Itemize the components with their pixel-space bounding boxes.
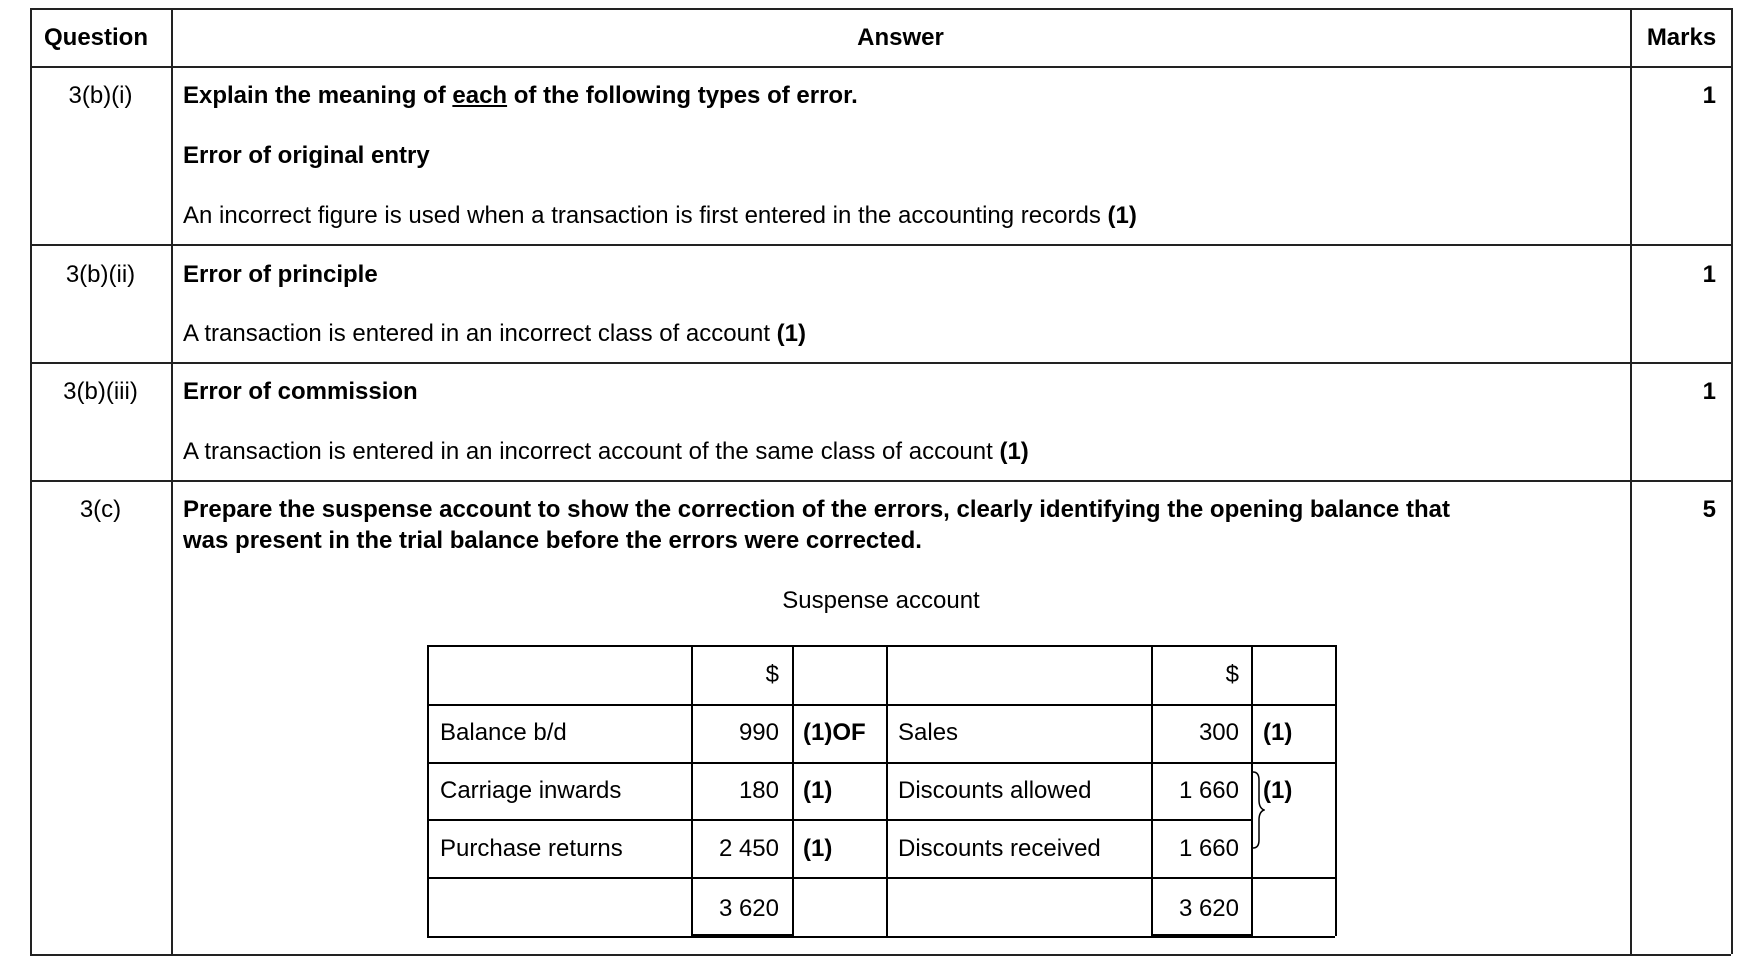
debit-amount: 180 [738,777,779,804]
answer-text: An incorrect figure is used when a transaction is first entered in the accounting records (1) [183,202,1137,229]
credit-amount: 1 660 [1178,835,1239,862]
debit-mark: (1) [803,777,833,804]
subheading: Error of principle [183,261,378,288]
credit-mark: (1) [1263,777,1293,804]
answer-text: A transaction is entered in an incorrect class of account (1) [183,320,806,347]
debit-item: Purchase returns [440,835,623,862]
debit-amount: 2 450 [718,835,779,862]
credit-currency: $ [1225,661,1239,688]
header-question: Question [44,24,149,51]
subheading: Error of original entry [183,142,430,169]
subheading: Error of commission [183,378,418,405]
question-number: 3(b)(ii) [65,261,136,288]
question-number: 3(b)(iii) [63,378,138,405]
marks-value: 1 [1702,82,1716,109]
question-prompt: Prepare the suspense account to show the correction of the errors, clearly identifying the opening balance that [183,496,1450,523]
debit-currency: $ [765,661,779,688]
marks-value: 1 [1702,261,1716,288]
debit-item: Balance b/d [440,719,567,746]
credit-item: Discounts received [898,835,1101,862]
credit-amount: 300 [1198,719,1239,746]
debit-total: 3 620 [718,895,779,922]
header-marks: Marks [1646,24,1717,51]
debit-item: Carriage inwards [440,777,622,804]
brace-icon [1251,770,1265,850]
header-answer: Answer [857,24,944,51]
credit-item: Discounts allowed [898,777,1092,804]
question-number: 3(b)(i) [68,82,133,109]
suspense-title: Suspense account [782,587,980,614]
credit-total: 3 620 [1178,895,1239,922]
debit-amount: 990 [738,719,779,746]
question-prompt-cont: was present in the trial balance before the errors were corrected. [183,527,922,554]
credit-amount: 1 660 [1178,777,1239,804]
credit-mark: (1) [1263,719,1293,746]
question-prompt: Explain the meaning of each of the following types of error. [183,82,858,109]
debit-mark: (1) [803,835,833,862]
debit-mark: (1)OF [803,719,866,746]
question-number: 3(c) [79,496,122,523]
answer-text: A transaction is entered in an incorrect account of the same class of account (1) [183,438,1029,465]
marks-value: 1 [1702,378,1716,405]
credit-item: Sales [898,719,959,746]
marks-value: 5 [1702,496,1716,523]
